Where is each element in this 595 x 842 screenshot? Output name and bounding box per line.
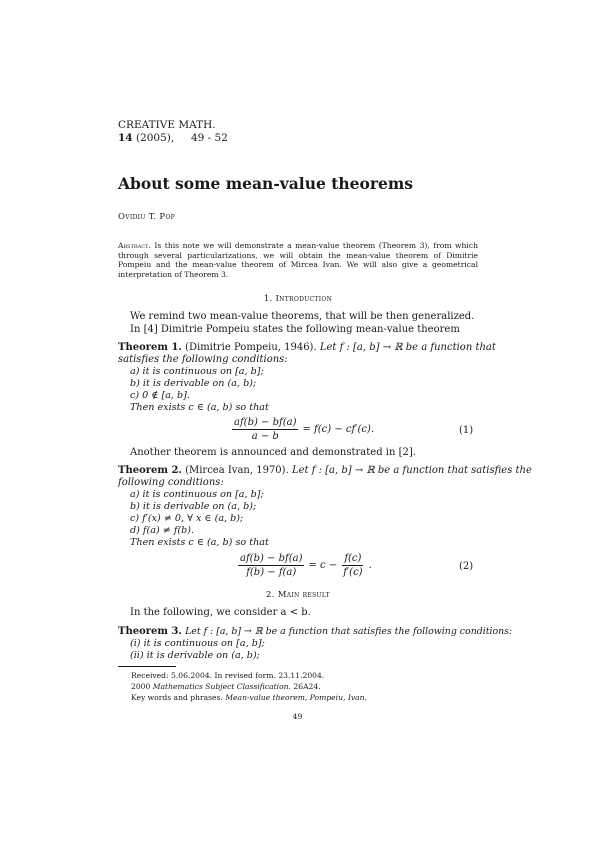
footnote-msc-value: 26A24.: [293, 682, 321, 691]
journal-volume: 14: [118, 132, 133, 144]
equation-2-denominator-2: f′(c): [343, 567, 363, 578]
equation-2-denominator: f(b) − f(a): [246, 567, 297, 578]
theorem-2-condition-a: a) it is continuous on [a, b];: [130, 489, 264, 500]
equation-1-fraction: [232, 417, 298, 442]
between-paragraph: Another theorem is announced and demonstrated in [2].: [130, 447, 416, 458]
equation-1-denominator: a − b: [251, 431, 279, 442]
theorem-2-then: Then exists c ∈ (a, b) so that: [130, 537, 269, 548]
equation-1-tag: (1): [459, 425, 474, 436]
equation-2-numerator: af(b) − bf(a): [240, 553, 303, 564]
equation-1: [232, 417, 374, 442]
section-heading-introduction: 1. Introduction: [263, 294, 333, 304]
theorem-1-condition-a: a) it is continuous on [a, b];: [130, 366, 264, 377]
paper-title: About some mean-value theorems: [118, 174, 414, 193]
abstract-label: Abstract.: [118, 241, 151, 250]
journal-name: CREATIVE MATH.: [118, 119, 216, 131]
equation-2-fraction-1: [238, 553, 304, 578]
journal-pages: 49 - 52: [190, 132, 228, 144]
equation-1-rhs: = f(c) − cf′(c).: [302, 424, 375, 435]
section-heading-main-result: 2. Main result: [266, 590, 330, 600]
theorem-3-condition-i: (i) it is continuous on [a, b];: [130, 638, 265, 649]
footnote-msc-label: Mathematics Subject Classification.: [152, 682, 291, 691]
theorem-2-label: Theorem 2.: [118, 465, 182, 476]
theorem-1-line-2: satisfies the following conditions:: [118, 354, 288, 365]
author-name: Ovidiu T. Pop: [118, 212, 176, 222]
equation-2-numerator-2: f(c): [344, 553, 362, 564]
abstract-text: Is this note we will demonstrate a mean-value theorem (Theorem 3), from which through several particularizations, we will obtain the mean-value theorem of Dimitrie Pompeiu and the mean-value theorem of Mircea Ivan. We will also give a geometrical interpretation of Theorem 3.: [118, 241, 478, 279]
theorem-2-condition-b: b) it is derivable on (a, b);: [130, 501, 257, 512]
theorem-2-line-1: [118, 465, 532, 477]
theorem-3-condition-ii: (ii) it is derivable on (a, b);: [130, 650, 260, 661]
theorem-1-attribution: (Dimitrie Pompeiu, 1946).: [185, 342, 317, 353]
theorem-1-condition-c: c) 0 ∉ [a, b].: [130, 390, 190, 401]
footnote-msc: [131, 682, 321, 693]
theorem-1-statement: Let f : [a, b] → ℝ be a function that: [319, 342, 496, 353]
footnote-keywords: [131, 693, 367, 704]
intro-paragraph-2: In [4] Dimitrie Pompeiu states the following mean-value theorem: [130, 324, 460, 335]
journal-year: (2005),: [135, 132, 175, 144]
footnote-keywords-value: Mean-value theorem, Pompeiu, Ivan.: [225, 693, 367, 702]
equation-1-numerator: af(b) − bf(a): [234, 417, 297, 428]
equation-2-fraction-2: [341, 553, 364, 578]
footnote-msc-prefix: 2000: [131, 682, 151, 691]
theorem-3-statement: Let f : [a, b] → ℝ be a function that satisfies the following conditions:: [185, 626, 513, 637]
footnote-keywords-label: Key words and phrases.: [131, 693, 223, 702]
footnote-divider: [118, 666, 176, 667]
abstract: [118, 241, 478, 279]
theorem-2-attribution: (Mircea Ivan, 1970).: [185, 465, 289, 476]
equation-2-end: .: [368, 560, 372, 571]
footnote-received: Received: 5.06.2004. In revised form. 23.11.2004.: [131, 671, 325, 680]
theorem-2-line-2: following conditions:: [118, 477, 224, 488]
theorem-1-label: Theorem 1.: [118, 342, 182, 353]
equation-2-middle: = c −: [308, 560, 338, 571]
journal-volume-line: [118, 132, 228, 145]
theorem-1-then: Then exists c ∈ (a, b) so that: [130, 402, 269, 413]
theorem-2-condition-d: d) f(a) ≠ f(b).: [130, 525, 195, 536]
theorem-2-statement: Let f : [a, b] → ℝ be a function that satisfies the: [291, 465, 532, 476]
theorem-3-label: Theorem 3.: [118, 626, 182, 637]
theorem-1-line-1: [118, 342, 496, 354]
journal-header: [118, 119, 228, 145]
theorem-3-line-1: [118, 626, 512, 638]
main-paragraph-1: In the following, we consider a < b.: [130, 607, 311, 618]
equation-2: [238, 553, 372, 578]
equation-2-tag: (2): [459, 561, 474, 572]
theorem-2-condition-c: c) f′(x) ≠ 0, ∀ x ∈ (a, b);: [130, 513, 244, 524]
page-number: 49: [292, 712, 303, 721]
theorem-1-condition-b: b) it is derivable on (a, b);: [130, 378, 257, 389]
intro-paragraph-1: We remind two mean-value theorems, that will be then generalized.: [130, 311, 475, 322]
